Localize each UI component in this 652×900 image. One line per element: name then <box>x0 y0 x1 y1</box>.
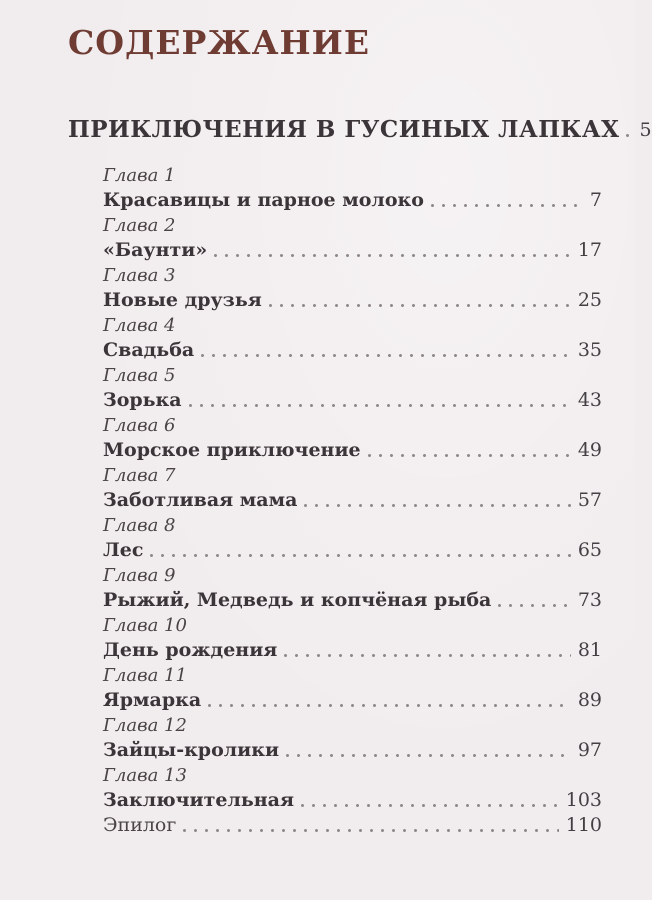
chapter-row <box>103 288 602 313</box>
chapter-label: Глава 10 <box>103 615 187 636</box>
epilogue-title: Эпилог <box>103 814 177 836</box>
page-title: СОДЕРЖАНИЕ <box>68 23 371 62</box>
toc-entry <box>68 213 602 263</box>
chapter-title: Ярмарка <box>103 689 202 711</box>
chapter-label: Глава 12 <box>103 715 187 736</box>
page-number: 73 <box>577 589 602 611</box>
section-page-number: 5 <box>639 119 652 141</box>
chapter-row <box>103 338 602 363</box>
chapter-row <box>103 438 602 463</box>
chapter-label: Глава 6 <box>103 415 176 436</box>
chapter-label: Глава 13 <box>103 765 187 786</box>
page-number: 57 <box>577 489 602 511</box>
chapter-row <box>103 738 602 763</box>
chapter-title: Красавицы и парное молоко <box>103 189 424 211</box>
chapter-row <box>103 688 602 713</box>
page-number: 17 <box>577 239 602 261</box>
chapter-row <box>103 238 602 263</box>
chapter-label: Глава 1 <box>103 165 176 186</box>
chapter-row <box>103 788 602 813</box>
toc-entry <box>68 663 602 713</box>
page-number: 35 <box>577 339 602 361</box>
section-heading-row <box>68 116 652 143</box>
toc-entry <box>68 363 602 413</box>
chapter-label: Глава 8 <box>103 515 176 536</box>
chapter-title: День рождения <box>103 639 278 661</box>
page-number: 25 <box>577 289 602 311</box>
chapter-row <box>103 388 602 413</box>
page-number: 89 <box>577 689 602 711</box>
toc-entry-epilogue <box>68 813 602 838</box>
toc-entry <box>68 763 602 813</box>
chapter-row <box>103 588 602 613</box>
toc-entry <box>68 413 602 463</box>
chapter-title: Заключительная <box>103 789 295 811</box>
chapter-row <box>103 813 602 838</box>
toc-list <box>68 163 602 813</box>
page-number: 110 <box>565 814 602 836</box>
chapter-title: Морское приключение <box>103 439 361 461</box>
page-number: 7 <box>589 189 602 211</box>
toc-entry <box>68 263 602 313</box>
toc-entry <box>68 463 602 513</box>
section-title: ПРИКЛЮЧЕНИЯ В ГУСИНЫХ ЛАПКАХ <box>68 116 620 143</box>
toc-entry <box>68 713 602 763</box>
chapter-label: Глава 3 <box>103 265 176 286</box>
page-number: 81 <box>577 639 602 661</box>
toc-entry <box>68 613 602 663</box>
toc-entry <box>68 563 602 613</box>
chapter-title: Заботливая мама <box>103 489 298 511</box>
page-number: 65 <box>577 539 602 561</box>
page-number: 97 <box>577 739 602 761</box>
chapter-title: Свадьба <box>103 339 195 361</box>
chapter-title: Зорька <box>103 389 182 411</box>
chapter-row <box>103 488 602 513</box>
chapter-title: Новые друзья <box>103 289 262 311</box>
page-number: 103 <box>565 789 602 811</box>
chapter-row <box>103 638 602 663</box>
chapter-label: Глава 5 <box>103 365 176 386</box>
chapter-title: Зайцы-кролики <box>103 739 280 761</box>
chapter-title: Лес <box>103 539 144 561</box>
chapter-label: Глава 9 <box>103 565 176 586</box>
chapter-label: Глава 7 <box>103 465 176 486</box>
page-number: 43 <box>577 389 602 411</box>
chapter-label: Глава 4 <box>103 315 176 336</box>
chapter-label: Глава 11 <box>103 665 187 686</box>
chapter-row <box>103 188 602 213</box>
chapter-title: «Баунти» <box>103 239 208 261</box>
toc-entry <box>68 163 602 213</box>
chapter-title: Рыжий, Медведь и копчёная рыба <box>103 589 492 611</box>
toc-entry <box>68 513 602 563</box>
page-number: 49 <box>577 439 602 461</box>
chapter-label: Глава 2 <box>103 215 176 236</box>
toc-entry <box>68 313 602 363</box>
chapter-row <box>103 538 602 563</box>
